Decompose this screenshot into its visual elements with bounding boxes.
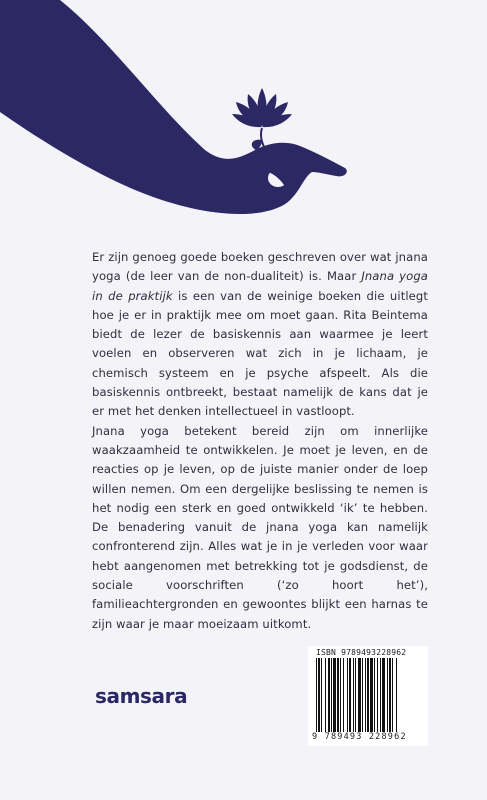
blurb-paragraph-2: Jnana yoga betekent bereid zijn om innerlijke waakzaamheid te ontwikkelen. Je moet je leven, en de reacties op je leven, op de juiste manier onder de loep willen nemen. Om een dergelijke beslissing te nemen is het nodig een sterk en goed ontwikkeld ‘ik’ te hebben. De benadering vanuit de jnana yoga kan namelijk confronterend zijn. Alles wat je in je verleden voor waar hebt aangenomen met betrekking tot je godsdienst, de sociale voorschriften (‘zo hoort het’), familieachtergronden en gewoontes blijkt een harnas te zijn waar je maar moeizaam uitkomt. [92, 423, 428, 631]
hand-silhouette [0, 0, 347, 214]
isbn-label: ISBN 9789493228962 [316, 648, 407, 657]
publisher-logo: samsara [95, 684, 188, 708]
hand-holding-lotus-illustration [0, 0, 487, 240]
blurb-text: Er zijn genoeg goede boeken geschreven over wat jnana yoga (de leer van de non-dualiteit) is. Maar [92, 250, 428, 284]
blurb-text: is een van de weinige boeken die uitlegt hoe je er in praktijk mee om moet gaan. Rita Beintema biedt de lezer de basiskennis aan waarmee je leert voelen en observeren wat zich in je lichaam, je chemisch systeem en je psyche afspeelt. Als die basiskennis ontbreekt, bestaat namelijk de kans dat je er met het denken intellectueel in vastloopt. [92, 288, 428, 419]
lotus-flower-icon [232, 88, 292, 127]
blurb-paragraph-1 [92, 248, 428, 422]
barcode-digits: 9 789493 228962 [312, 732, 407, 742]
barcode-bars [316, 658, 420, 732]
book-title: Jnana yoga in de praktijk [92, 269, 428, 303]
barcode [308, 646, 428, 746]
back-cover-blurb [92, 248, 428, 634]
